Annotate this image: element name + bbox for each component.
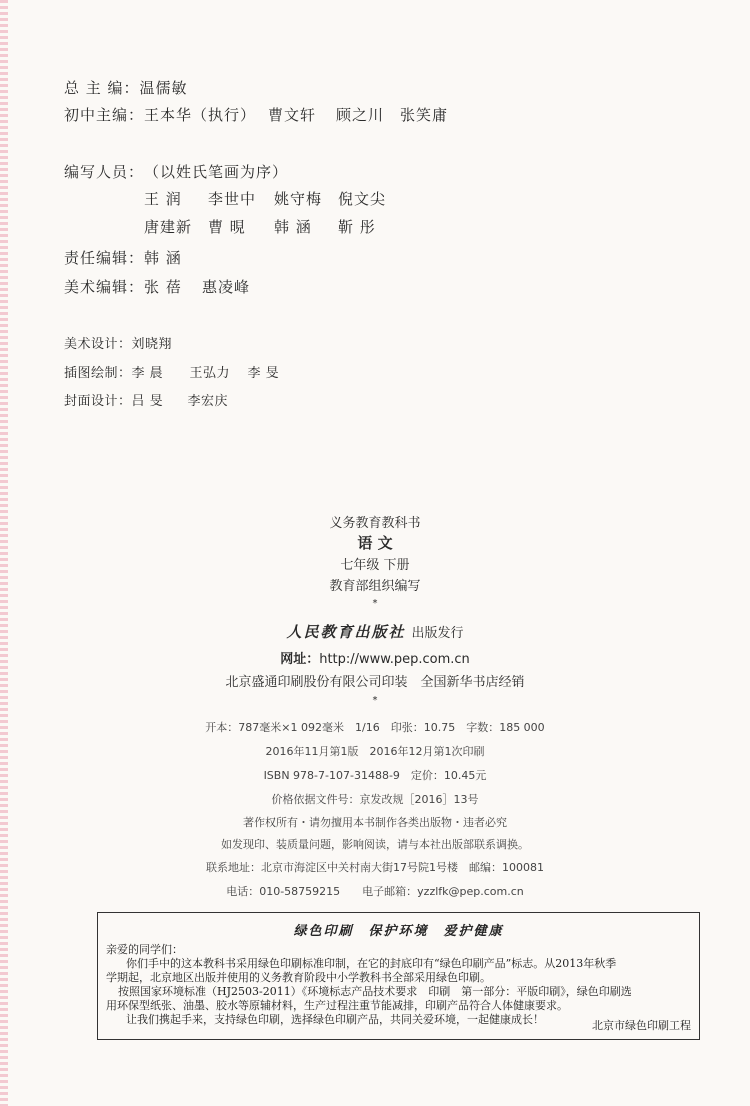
illustrator-name: 李 晨 bbox=[131, 366, 164, 381]
notice-title: 绿色印刷 保护环境 爱护健康 bbox=[293, 924, 504, 939]
website-label: 网址： bbox=[280, 652, 320, 667]
chief-editor-label: 总 主 编： bbox=[64, 79, 140, 97]
illustration-label: 插图绘制： bbox=[64, 366, 132, 381]
cover-designer-name: 李宏庆 bbox=[187, 394, 229, 409]
writers-note: （以姓氏笔画为序） bbox=[144, 163, 289, 181]
publisher-line bbox=[0, 621, 750, 642]
notice-paragraph-line: 按照国家环境标准（HJ2503-2011）《环境标志产品技术要求 印刷 第一部分：平版印刷》，绿色印刷选 bbox=[118, 985, 632, 998]
page-edge-decoration bbox=[0, 0, 8, 1106]
cover-design-row bbox=[64, 390, 228, 409]
edition-line: 2016年11月第1版 2016年12月第1次印刷 bbox=[265, 745, 485, 758]
responsible-editor-name: 韩 涵 bbox=[144, 249, 182, 267]
writers-label: 编写人员： bbox=[64, 163, 145, 181]
separator-star: * bbox=[372, 695, 378, 706]
writer-name: 王 润 bbox=[144, 190, 182, 208]
green-printing-notice bbox=[97, 912, 700, 1040]
cover-design-label: 封面设计： bbox=[64, 394, 132, 409]
series-name: 义务教育教科书 bbox=[329, 516, 421, 531]
art-editor-label: 美术编辑： bbox=[64, 278, 145, 296]
isbn-line: ISBN 978-7-107-31488-9 定价：10.45元 bbox=[263, 769, 487, 782]
junior-editor-name: 王本华（执行） bbox=[144, 106, 257, 124]
art-design-label: 美术设计： bbox=[64, 337, 132, 352]
compiler: 教育部组织编写 bbox=[329, 579, 421, 594]
notice-paragraph-line: 你们手中的这本教科书采用绿色印刷标准印制，在它的封底印有“绿色印刷产品”标志。从2013年秋季 bbox=[126, 957, 617, 970]
publisher-suffix: 出版发行 bbox=[411, 626, 464, 641]
junior-editor-name: 张笑庸 bbox=[400, 106, 449, 124]
address-line: 联系地址：北京市海淀区中关村南大街17号院1号楼 邮编：100081 bbox=[206, 861, 544, 874]
junior-editor-name: 顾之川 bbox=[336, 106, 385, 124]
notice-greeting: 亲爱的同学们： bbox=[106, 943, 183, 956]
art-editor-name: 张 蓓 bbox=[144, 278, 182, 296]
writer-name: 曹 晛 bbox=[208, 218, 246, 236]
chief-editor-name: 温儒敏 bbox=[139, 79, 188, 97]
art-design-row bbox=[64, 333, 172, 352]
illustrator-name: 王弘力 bbox=[189, 366, 231, 381]
copyright-line: 著作权所有・请勿擅用本书制作各类出版物・违者必究 bbox=[243, 816, 507, 829]
separator-star: * bbox=[372, 598, 378, 609]
writer-name: 李世中 bbox=[208, 190, 257, 208]
printer-line: 北京盛通印刷股份有限公司印装 全国新华书店经销 bbox=[225, 675, 525, 690]
junior-editor-row bbox=[64, 104, 448, 125]
notice-paragraph-line: 用环保型纸张、油墨、胶水等原辅材料，生产过程注重节能减排，印刷产品符合人体健康要求。 bbox=[106, 999, 568, 1012]
junior-editor-label: 初中主编： bbox=[64, 106, 145, 124]
website-link[interactable]: http://www.pep.com.cn bbox=[319, 652, 470, 667]
cover-designer-name: 吕 旻 bbox=[131, 394, 164, 409]
writer-name: 韩 涵 bbox=[274, 218, 312, 236]
price-doc-line: 价格依据文件号：京发改规［2016］13号 bbox=[271, 793, 479, 806]
art-editor-name: 惠凌峰 bbox=[202, 278, 251, 296]
website-line bbox=[0, 648, 750, 667]
format-line: 开本：787毫米×1 092毫米 1/16 印张：10.75 字数：185 000 bbox=[205, 721, 545, 734]
responsible-editor-row bbox=[64, 247, 182, 268]
responsible-editor-label: 责任编辑： bbox=[64, 249, 145, 267]
writer-name: 靳 彤 bbox=[338, 218, 376, 236]
illustration-row bbox=[64, 362, 279, 381]
illustrator-name: 李 旻 bbox=[247, 366, 280, 381]
notice-paragraph-line: 学期起，北京地区出版并使用的义务教育阶段中小学教科书全部采用绿色印刷。 bbox=[106, 971, 491, 984]
art-editor-row bbox=[64, 276, 250, 297]
quality-line: 如发现印、装质量问题，影响阅读，请与本社出版部联系调换。 bbox=[221, 838, 529, 851]
phone-email-line: 电话：010-58759215 电子邮箱：yzzlfk@pep.com.cn bbox=[226, 885, 524, 898]
art-design-name: 刘晓翔 bbox=[131, 337, 173, 352]
writer-name: 唐建新 bbox=[144, 218, 193, 236]
writers-list-row2 bbox=[144, 216, 376, 237]
chief-editor-row bbox=[64, 77, 188, 98]
writer-name: 倪文尖 bbox=[338, 190, 387, 208]
writers-list-row1 bbox=[144, 188, 386, 209]
junior-editor-name: 曹文轩 bbox=[268, 106, 317, 124]
book-title: 语 文 bbox=[357, 534, 393, 552]
writers-row bbox=[64, 161, 288, 182]
writer-name: 姚守梅 bbox=[274, 190, 323, 208]
notice-signature: 北京市绿色印刷工程 bbox=[592, 1019, 691, 1032]
grade-volume: 七年级 下册 bbox=[340, 558, 410, 573]
publisher-logo: 人民教育出版社 bbox=[286, 623, 406, 641]
notice-paragraph-line: 让我们携起手来，支持绿色印刷，选择绿色印刷产品，共同关爱环境，一起健康成长！ bbox=[126, 1013, 544, 1026]
